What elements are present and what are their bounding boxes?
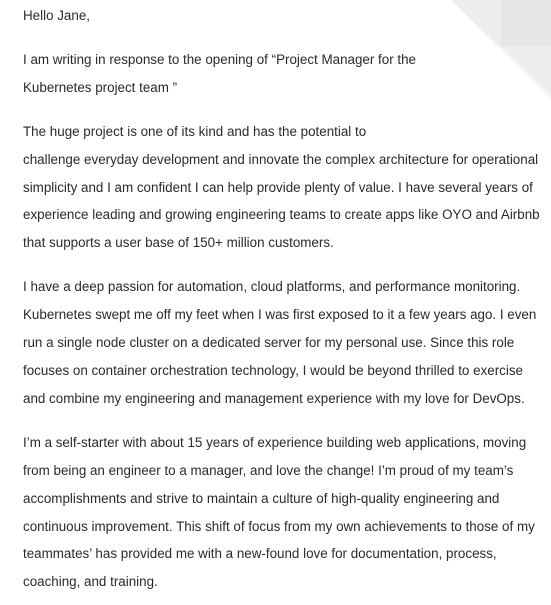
- letter-body: [23, 2, 540, 605]
- paragraph-line: Kubernetes swept me off my feet when I was first exposed to it a few years ago. I even: [23, 307, 537, 323]
- paragraph-line: teammates’ has provided me with a new-found love for documentation, process,: [23, 546, 497, 562]
- paragraph-4: [23, 429, 533, 596]
- paragraph-line: I’m a self-starter with about 15 years of experience building web applications, moving: [23, 434, 527, 450]
- greeting: [23, 2, 533, 30]
- paragraph-1: [23, 46, 533, 102]
- paragraph-line: I am writing in response to the opening of “Project Manager for the: [23, 51, 417, 67]
- paragraph-line: focuses on container orchestration technology, I would be beyond thrilled to exercise: [23, 362, 523, 378]
- paragraph-line: simplicity and I am confident I can help provide plenty of value. I have several years of: [23, 179, 533, 195]
- paragraph-line: coaching, and training.: [23, 574, 158, 590]
- letter-paragraphs: [23, 46, 540, 596]
- paragraph-3: [23, 273, 537, 413]
- paragraph-line: I have a deep passion for automation, cloud platforms, and performance monitoring.: [23, 279, 521, 295]
- paragraph-2: [23, 118, 540, 258]
- paragraph-line: from being an engineer to a manager, and love the change! I’m proud of my team’s: [23, 462, 514, 478]
- paragraph-line: that supports a user base of 150+ million customers.: [23, 235, 334, 251]
- greeting-text: Hello Jane,: [23, 8, 90, 23]
- paragraph-line: run a single node cluster on a dedicated server for my personal use. Since this role: [23, 335, 515, 351]
- paragraph-line: accomplishments and strive to maintain a culture of high-quality engineering and: [23, 490, 500, 506]
- paragraph-line: challenge everyday development and innovate the complex architecture for operational: [23, 151, 539, 167]
- paragraph-line: and combine my engineering and management experience with my love for DevOps.: [23, 390, 525, 406]
- paragraph-line: continuous improvement. This shift of focus from my own achievements to those of my: [23, 518, 535, 534]
- paragraph-line: The huge project is one of its kind and has the potential to: [23, 123, 367, 139]
- paragraph-line: Kubernetes project team ”: [23, 79, 178, 95]
- paragraph-line: experience leading and growing engineering teams to create apps like OYO and Airbnb: [23, 207, 540, 223]
